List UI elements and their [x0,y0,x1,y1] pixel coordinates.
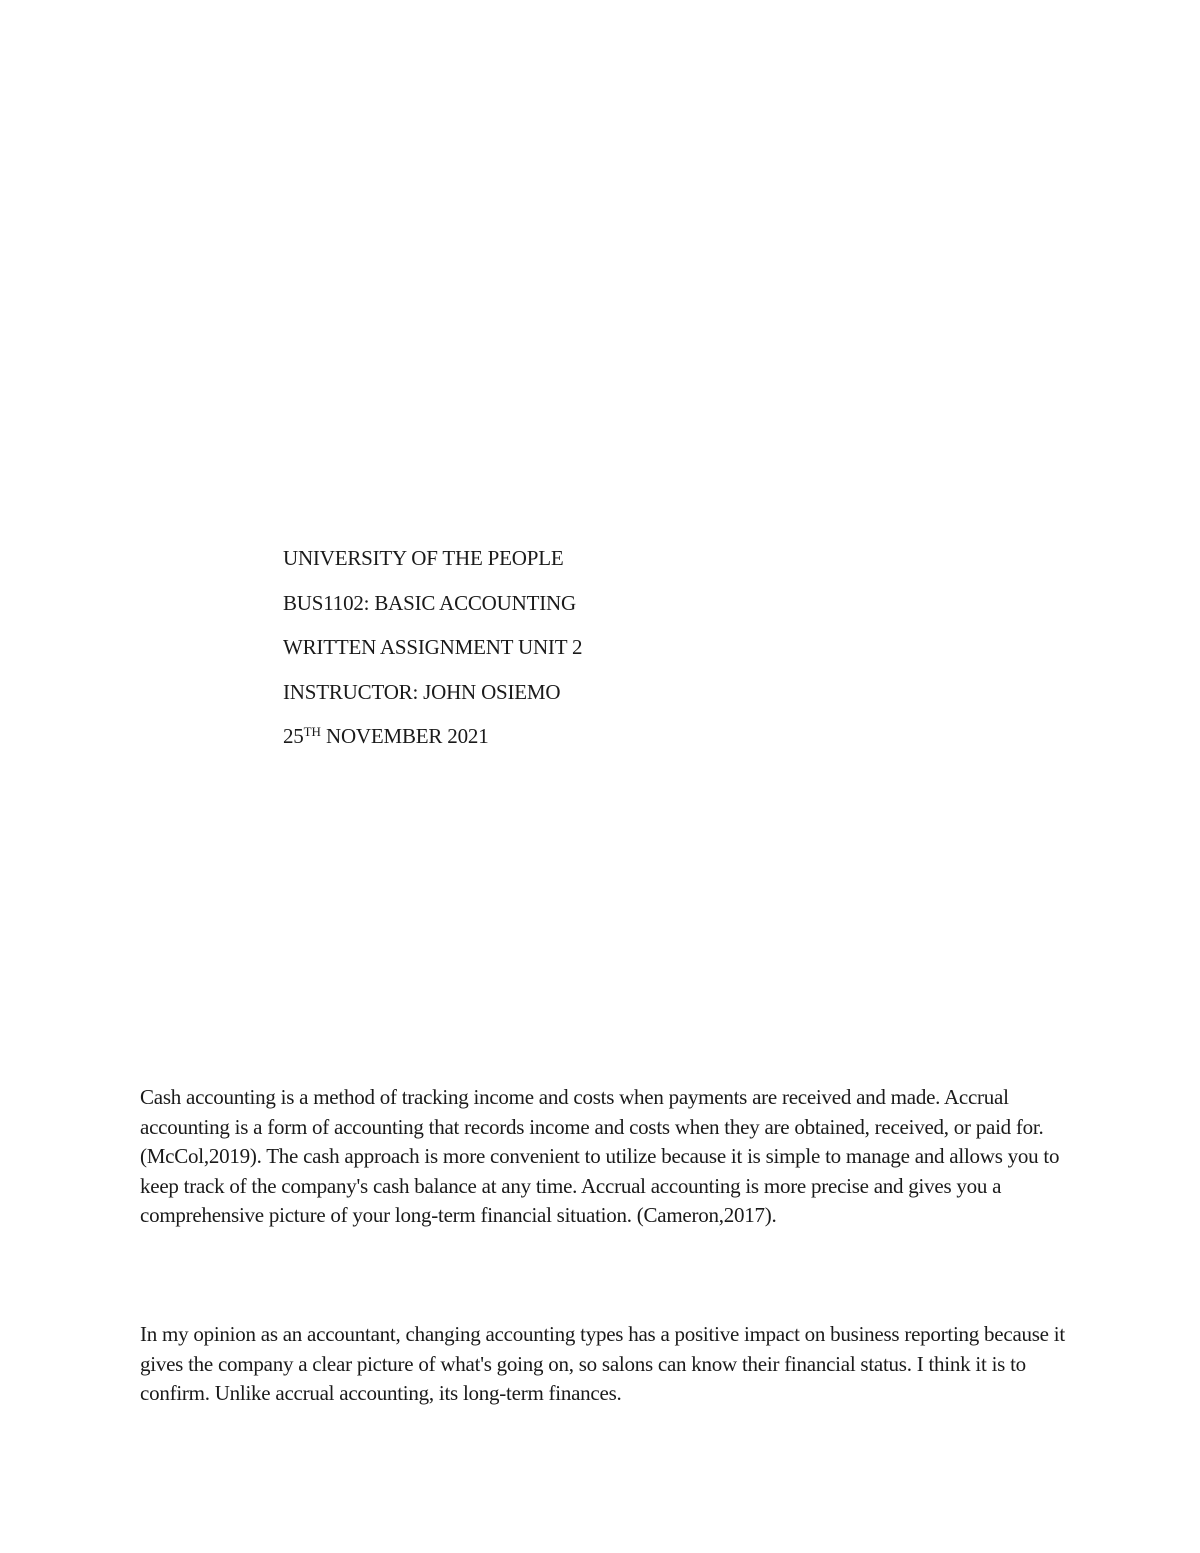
title-block [283,544,983,767]
university-name: UNIVERSITY OF THE PEOPLE [283,546,564,570]
date-month-year: NOVEMBER 2021 [320,724,489,748]
course-title: BUS1102: BASIC ACCOUNTING [283,590,576,615]
submission-date [283,722,983,750]
assignment-title: WRITTEN ASSIGNMENT UNIT 2 [283,635,583,659]
instructor-name: INSTRUCTOR: JOHN OSIEMO [283,679,561,704]
body-paragraph-1: Cash accounting is a method of tracking income and costs when payments are received and made. Accrual accounting is a form of accounting that records income and costs when they are obtained, received, or paid for. (McCol,2019). The cash approach is more convenient to utilize because it is simple to manage and allows you to keep track of the company's cash balance at any time. Accrual accounting is more precise and gives you a comprehensive picture of your long-term financial situation. (Cameron,2017). [140,1085,1060,1227]
date-suffix: TH [303,724,321,739]
date-day: 25 [283,724,304,748]
body-paragraph-2: In my opinion as an accountant, changing accounting types has a positive impact on business reporting because it gives the company a clear picture of what's going on, so salons can know their financial status. I think it is to confirm. Unlike accrual accounting, its long-term finances. [140,1322,1065,1405]
